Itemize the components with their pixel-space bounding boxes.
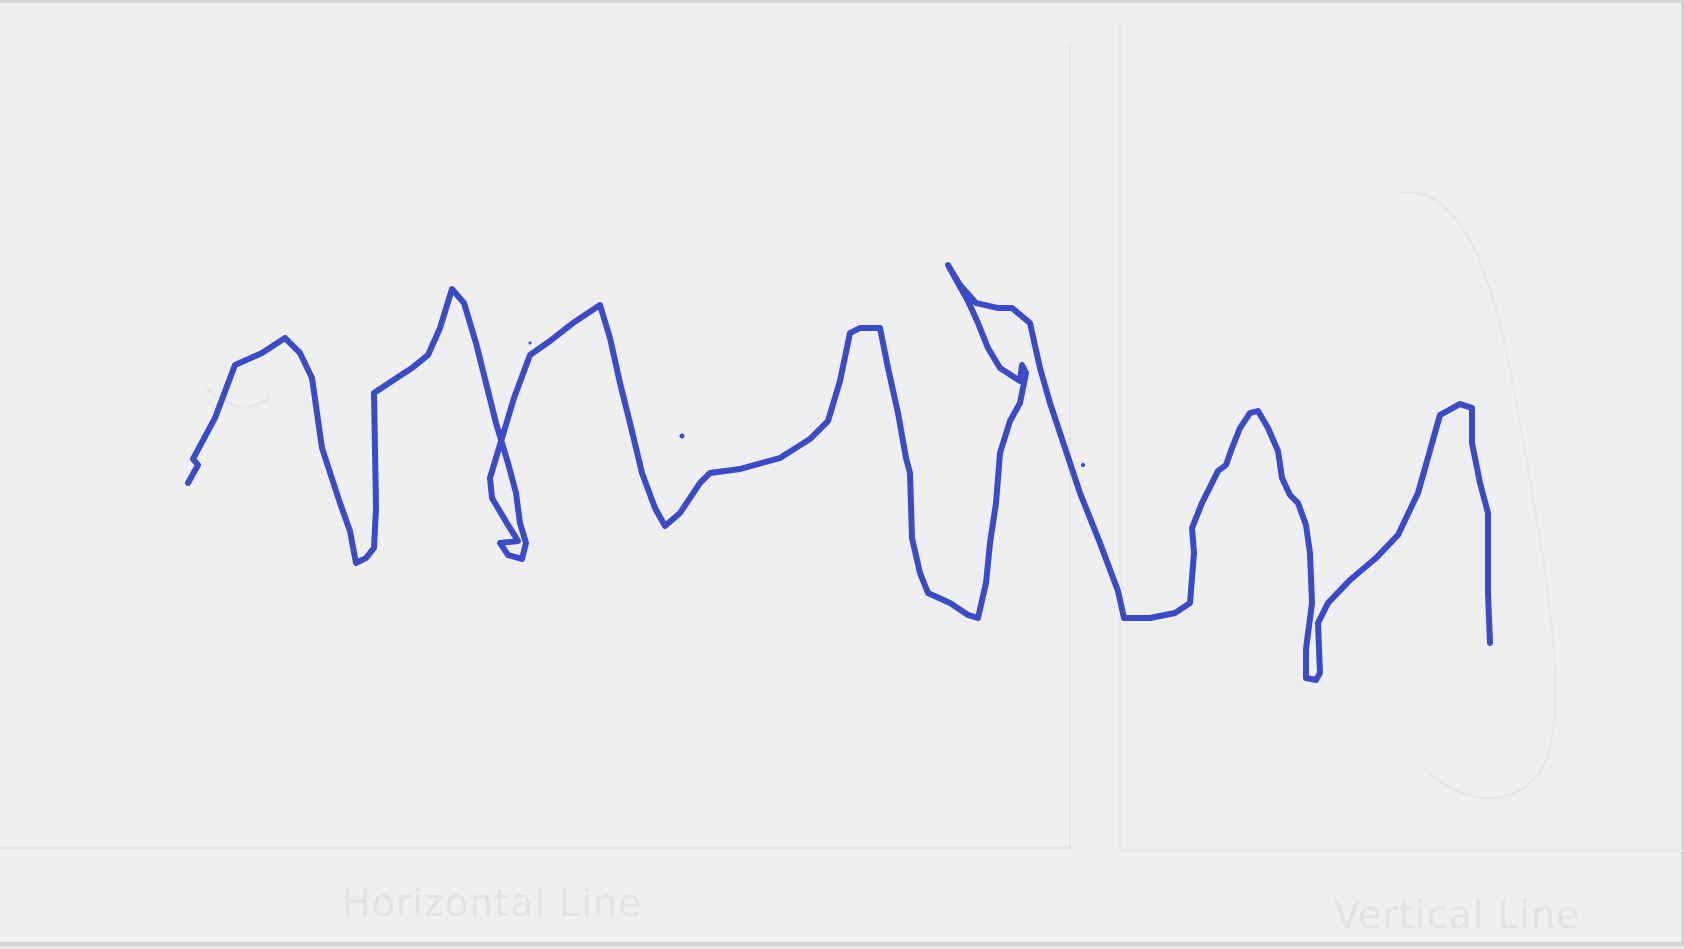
paper-bottom-edge <box>0 942 1684 946</box>
handwritten-stroke-canvas <box>0 3 1684 949</box>
ink-dot <box>529 342 532 345</box>
horizontal-line-label: Horizontal Line <box>342 881 643 925</box>
ink-dot <box>680 434 685 439</box>
ink-dot <box>1081 463 1085 467</box>
vertical-line-label: Vertical Line <box>1334 893 1581 937</box>
handwritten-stroke <box>188 265 1490 680</box>
